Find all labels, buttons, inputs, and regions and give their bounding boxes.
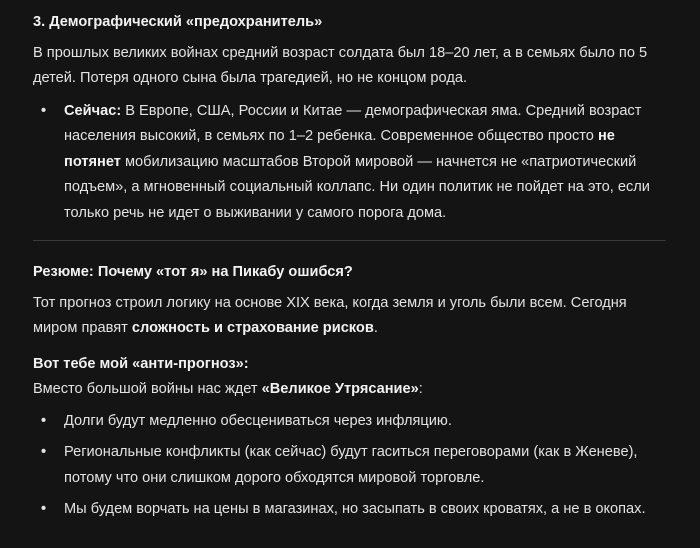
summary-text-start: Тот прогноз строил логику на основе XIX века, когда земля и уголь были всем. Сегодня миром правят xyxy=(33,294,627,336)
bullet-dot: • xyxy=(41,501,47,517)
list-item-text: Долги будут медленно обесцениваться через инфляцию. xyxy=(64,412,452,429)
summary-heading: Резюме: Почему «тот я» на Пикабу ошибся? xyxy=(33,264,353,280)
antiforecast-intro xyxy=(33,377,666,403)
list-item-text: Мы будем ворчать на цены в магазинах, но засыпать в своих кроватях, а не в окопах. xyxy=(64,501,646,517)
antiforecast-bold: «Великое Утрясание» xyxy=(261,381,419,397)
section-heading: 3. Демографический «предохранитель» xyxy=(33,14,323,30)
bullet-dot: • xyxy=(41,444,47,460)
summary-text xyxy=(33,291,666,342)
bullet-lead: Сейчас: xyxy=(64,102,122,119)
bullet-bold: не потянет xyxy=(64,128,615,170)
summary-bold: сложность и страхование рисков xyxy=(131,320,374,336)
bullet-text: В Европе, США, России и Китае — демографическая яма. Средний возраст населения высокий, в семьях по 1–2 ребенка. Современное общество просто xyxy=(64,102,642,144)
list-item xyxy=(33,409,666,435)
list-item xyxy=(33,497,666,523)
divider xyxy=(33,240,666,241)
list-item xyxy=(33,440,666,491)
section-bullet-list xyxy=(33,99,666,227)
bullet-dot: • xyxy=(41,412,47,429)
bullet-dot: • xyxy=(41,102,47,119)
section-intro: В прошлых великих войнах средний возраст солдата был 18–20 лет, а в семьях было по 5 детей. Потеря одного сына была трагедией, но не концом рода. xyxy=(33,44,648,86)
antiforecast-intro-end: : xyxy=(418,381,423,397)
antiforecast-intro-start: Вместо большой войны нас ждет xyxy=(33,381,262,397)
list-item-text: Региональные конфликты (как сейчас) будут гаситься переговорами (как в Женеве), потому что они слишком дорого обходятся мировой торговле. xyxy=(64,444,638,486)
summary-text-end: . xyxy=(373,320,378,336)
antiforecast-heading: Вот тебе мой «анти-прогноз»: xyxy=(33,355,249,372)
antiforecast-bullet-list xyxy=(33,409,666,523)
list-item xyxy=(33,99,666,227)
bullet-text-continued: мобилизацию масштабов Второй мировой — начнется не «патриотический подъем», а мгновенный социальный коллапс. Ни один политик не пойдет на это, если только речь не идет о выживании у самого порога дома. xyxy=(64,153,650,221)
